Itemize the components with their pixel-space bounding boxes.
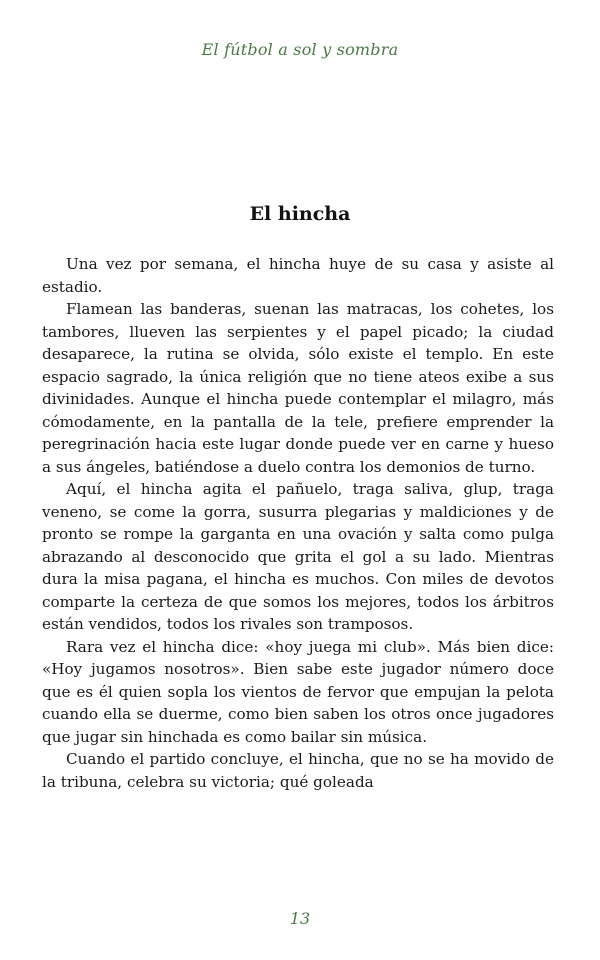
paragraph-4: Rara vez el hincha dice: «hoy juega mi club». Más bien dice: «Hoy jugamos nosotros». Bien sabe este jugador número doce que es él quien sopla los vientos de fervor que empujan la pelota cuando ella se duerme, como bien saben los otros once jugadores que jugar sin hinchada es como bailar sin música. bbox=[42, 637, 554, 746]
paragraph-1: Una vez por semana, el hincha huye de su casa y asiste al estadio. bbox=[42, 255, 554, 296]
body-text bbox=[42, 253, 554, 793]
paragraph-2: Flamean las banderas, suenan las matracas, los cohetes, los tambores, llueven las serpientes y el papel picado; la ciudad desaparece, la rutina se olvida, sólo existe el templo. En este espacio sagrado, la única religión que no tiene ateos exibe a sus divinidades. Aunque el hincha puede contemplar el milagro, más cómodamente, en la pantalla de la tele, prefiere emprender la peregrinación hacia este lugar donde puede ver en carne y hueso a sus ángeles, batiéndose a duelo contra los demonios de turno. bbox=[42, 300, 554, 476]
page-number: 13 bbox=[289, 909, 311, 928]
paragraph-5: Cuando el partido concluye, el hincha, que no se ha movido de la tribuna, celebra su victoria; qué goleada bbox=[42, 750, 554, 791]
paragraph-3: Aquí, el hincha agita el pañuelo, traga saliva, glup, traga veneno, se come la gorra, susurra plegarias y maldiciones y de pronto se rompe la garganta en una ovación y salta como pulga abrazando al desconocido que grita el gol a su lado. Mientras dura la misa pagana, el hincha es muchos. Con miles de devotos comparte la certeza de que somos los mejores, todos los árbitros están vendidos, todos los rivales son tramposos. bbox=[42, 480, 554, 633]
running-header: El fútbol a sol y sombra bbox=[201, 40, 399, 59]
chapter-title: El hincha bbox=[249, 203, 351, 225]
